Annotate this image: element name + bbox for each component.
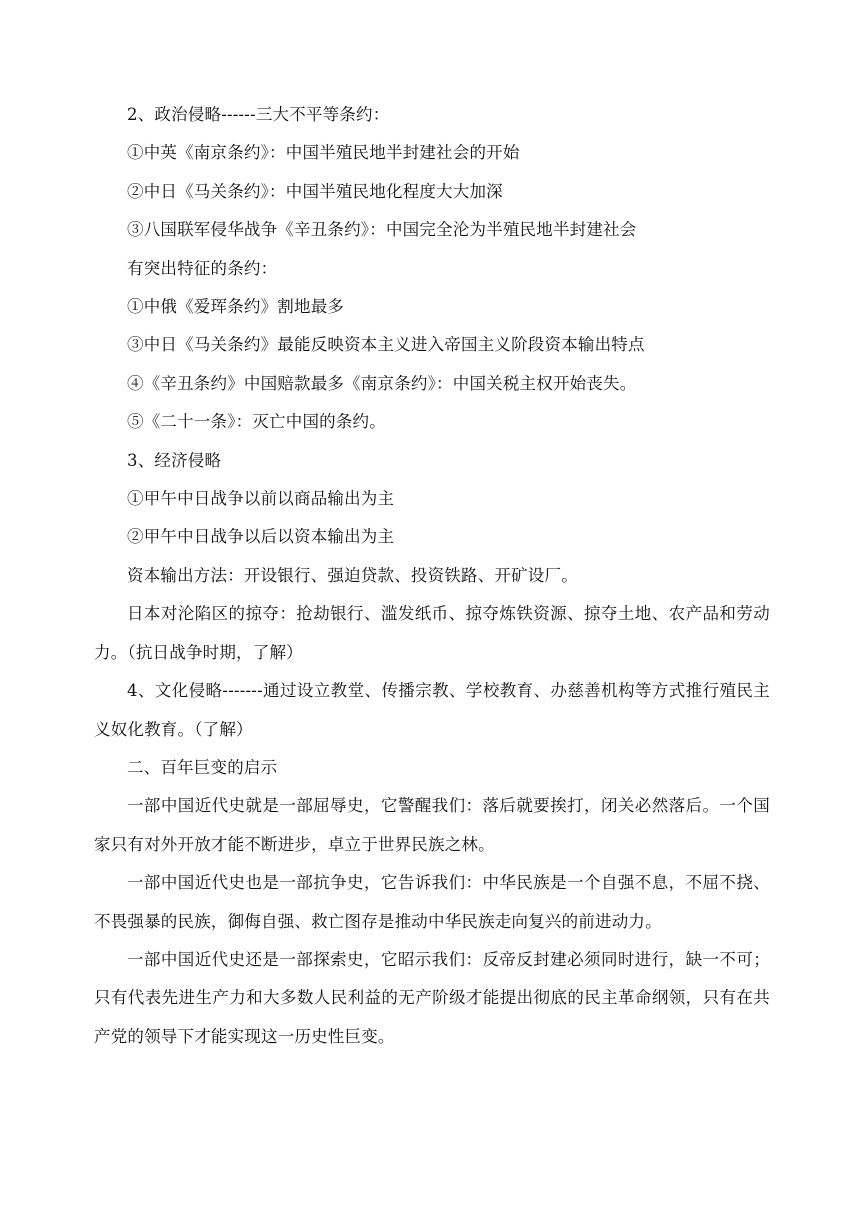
paragraph-notable-treaties-heading: 有突出特征的条约： — [127, 258, 278, 278]
document-body — [94, 96, 770, 1056]
paragraph-treaty-nanjing: ①中英《南京条约》：中国半殖民地半封建社会的开始 — [127, 143, 520, 163]
paragraph-treaty-shimonoseki: ②中日《马关条约》：中国半殖民地化程度大大加深 — [127, 181, 503, 201]
paragraph-japan-plunder: 日本对沦陷区的掠夺：抢劫银行、滥发纸币、掠夺炼铁资源、掠夺土地、农产品和劳动力。（抗日战争时期，了解） — [94, 604, 770, 662]
paragraph-history-of-struggle: 一部中国近代史也是一部抗争史，它告诉我们：中华民族是一个自强不息，不屈不挠、不畏强暴的民族，御侮自强、救亡图存是推动中华民族走向复兴的前进动力。 — [94, 873, 770, 931]
paragraph-history-of-humiliation: 一部中国近代史就是一部屈辱史，它警醒我们：落后就要挨打，闭关必然落后。一个国家只有对外开放才能不断进步，卓立于世界民族之林。 — [94, 796, 770, 854]
paragraph-history-of-exploration: 一部中国近代史还是一部探索史，它昭示我们：反帝反封建必须同时进行，缺一不可；只有代表先进生产力和大多数人民利益的无产阶级才能提出彻底的民主革命纲领，只有在共产党的领导下才能实现这一历史性巨变。 — [94, 949, 770, 1046]
paragraph-capital-export: ②甲午中日战争以后以资本输出为主 — [127, 527, 395, 547]
paragraph-treaty-boxer-indemnity: ④《辛丑条约》中国赔款最多《南京条约》：中国关税主权开始丧失。 — [127, 373, 637, 393]
paragraph-commodity-export: ①甲午中日战争以前以商品输出为主 — [127, 489, 395, 509]
paragraph-political-aggression-heading: 2、政治侵略------三大不平等条约： — [127, 105, 390, 124]
paragraph-treaty-aigun: ①中俄《爱珲条约》割地最多 — [127, 297, 345, 317]
paragraph-capital-export-methods: 资本输出方法：开设银行、强迫贷款、投资铁路、开矿设厂。 — [127, 565, 578, 585]
paragraph-economic-aggression-heading: 3、经济侵略 — [127, 450, 222, 470]
paragraph-cultural-aggression: 4、文化侵略-------通过设立教堂、传播宗教、学校教育、办慈善机构等方式推行殖民主义奴化教育。（了解） — [94, 681, 770, 739]
paragraph-section-two-heading: 二、百年巨变的启示 — [127, 757, 278, 777]
paragraph-treaty-shimonoseki-capital: ③中日《马关条约》最能反映资本主义进入帝国主义阶段资本输出特点 — [127, 335, 645, 355]
paragraph-treaty-boxer: ③八国联军侵华战争《辛丑条约》：中国完全沦为半殖民地半封建社会 — [127, 220, 637, 240]
paragraph-twenty-one-demands: ⑤《二十一条》：灭亡中国的条约。 — [127, 412, 386, 432]
